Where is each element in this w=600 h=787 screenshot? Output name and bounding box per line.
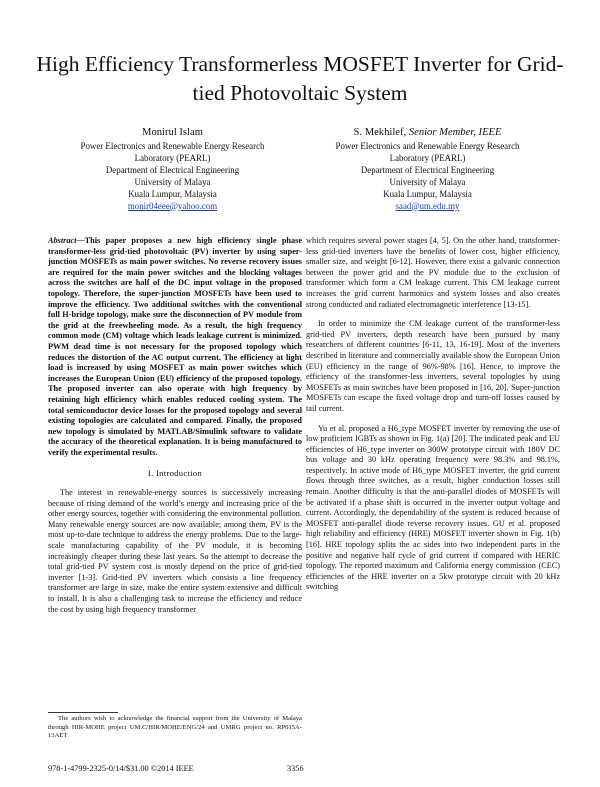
footnote: The authors wish to acknowledge the financial support from the University of Malaya through HIR-MOHE project UM.C/HIR/MOHE/ENG/24 and UMRG project no. RP015A-13AET xyxy=(48,715,302,740)
author-email-link[interactable]: saad@um.edu.my xyxy=(395,200,460,211)
author-affiliation: Laboratory (PEARL) xyxy=(134,152,211,163)
author-city: Kuala Lumpur, Malaysia xyxy=(383,188,472,199)
author-university: University of Malaya xyxy=(134,176,211,187)
section-heading: I. Introduction xyxy=(147,468,203,479)
author-block-2 xyxy=(305,125,550,212)
left-column xyxy=(48,236,302,624)
abstract xyxy=(48,236,302,458)
footnote-divider xyxy=(48,712,118,713)
abstract-text: —This paper proposes a new high efficiency single phase transformer-less grid-tied photovoltaic (PV) inverter by using super-junction MOSFETs as main power switches. No reverse recovery issues are required for the main power switches and the blocking voltages across the switches are half of the DC input voltage in the proposed topology. Therefore, the super-junction MOSFETs have been used to improve the efficiency. Two additional switches with the conventional full H-bridge topology, make sure the disconnection of PV module from the grid at the freewheeling mode. As a result, the high frequency common mode (CM) voltage which leads leakage current is minimized. PWM dead time is not necessary for the proposed topology which reduces the distortion of the AC output current. The efficiency at light load is increased by using MOSFET as main power switches which increases the European Union (EU) efficiency of the proposed topology. The proposed inverter can also operate with high frequency by retaining high efficiency which enables reduced cooling system. The total semiconductor device losses for the proposed topology and several existing topologies are calculated and compared. Finally, the proposed new topology is simulated by MATLAB/Simulink software to validate the accuracy of the theoretical explanation. It is being manufactured to verify the experimental results. xyxy=(48,236,302,457)
right-column xyxy=(306,236,560,602)
author-department: Department of Electrical Engineering xyxy=(360,164,495,175)
abstract-label: Abstract xyxy=(48,236,77,245)
body-paragraph: Yu et al. proposed a H6_type MOSFET inverter by removing the use of low proficient IGBTs as shown in Fig. 1(a) [20]. The indicated peak and EU efficiencies of H6_type inverter on 300W prototype circuit with 180V DC bus voltage and 30 kHz operating frequency were 98.3% and 98.1%, respectively. In active mode of H6_type MOSFET inverter, the grid current flows through three switches, as a result, higher conduction losses still remain. Another difficulty is that the anti-parallel diodes of MOSFETs will be activated if a phase shift is occurred in the inverter output voltage and current. Accordingly, the dependability of the system is reduced because of MOSFET anti-parallel diode reverse recovery issues. GU et al. proposed high reliability and efficiency (HRE) MOSFET inverter shown in Fig. 1(b) [16]. HRE topology splits the ac sides into two independent parts in the positive and negative half cycle of grid current if compared with HERIC topology. The reported maximum and California energy commission (CEC) efficiencies of the HRE inverter on a 5kw prototype circuit with 20 kHz switching xyxy=(306,423,560,592)
paper-title: High Efficiency Transformerless MOSFET Inverter for Grid-tied Photovoltaic System xyxy=(36,52,564,105)
author-university: University of Malaya xyxy=(389,176,466,187)
author-email-link[interactable]: monir04eee@yahoo.com xyxy=(127,200,218,211)
body-paragraph: which requires several power stages [4, 5]. On the other hand, transformer-less grid-tied inverters have the benefits of lower cost, higher efficiency, smaller size, and weight [6-12]. However, there exist a galvanic connection between the power grid and the PV module due to the exclusion of transformer which form a CM leakage current. This CM leakage current increases the grid current harmonics and system losses and also creates strong conducted and radiated electromagnetic interference [13-15]. xyxy=(306,236,560,309)
author-name: Monirul Islam xyxy=(142,127,203,138)
author-city: Kuala Lumpur, Malaysia xyxy=(128,188,217,199)
intro-paragraph: The interest in renewable-energy sources is successively increasing because of rising demand of the world’s energy and increasing price of the other energy sources, together with considering the environmental pollution. Many renewable energy sources are now available; among them, PV is the most up-to-date technique to address the energy problems. Due to the large-scale manufacturing capability of the PV module, it is becoming increasingly cheaper during these last years. So the attempt to decrease the total grid-tied PV system cost is mostly depend on the price of grid-tied inverter [1-3]. Grid-tied PV inverters which consists a line frequency transformer are large in size, make the entire system extensive and difficult to install. It is also a challenging task to increase the efficiency and reduce the cost by using high frequency transformer xyxy=(48,488,302,614)
author-name: S. Mekhilef, Senior Member, IEEE xyxy=(353,127,502,138)
page-number: 3356 xyxy=(287,764,304,773)
author-block-1 xyxy=(50,125,295,212)
author-affiliation: Power Electronics and Renewable Energy Research xyxy=(80,141,265,151)
author-affiliation: Laboratory (PEARL) xyxy=(389,152,466,163)
body-paragraph: In order to minimize the CM leakage current of the transformer-less grid-tied PV inverters, depth research have been pursued by many researchers of different countries [6-11, 13, 16-19]. Most of the inverters described in literature and commercially available show the European Union (EU) efficiency in the range of 96%-98% [16]. Hence, to improve the efficiency of the transformer-less inverters, several topologies by using MOSFETs as main switches have been proposed in [16, 20]. Super-junction MOSFETs can escape the fixed voltage drop and turn-off losses caused by tail current. xyxy=(306,319,560,413)
author-department: Department of Electrical Engineering xyxy=(105,164,240,175)
author-affiliation: Power Electronics and Renewable Energy Research xyxy=(335,141,520,151)
isbn-line: 978-1-4799-2325-0/14/$31.00 ©2014 IEEE xyxy=(48,764,194,773)
